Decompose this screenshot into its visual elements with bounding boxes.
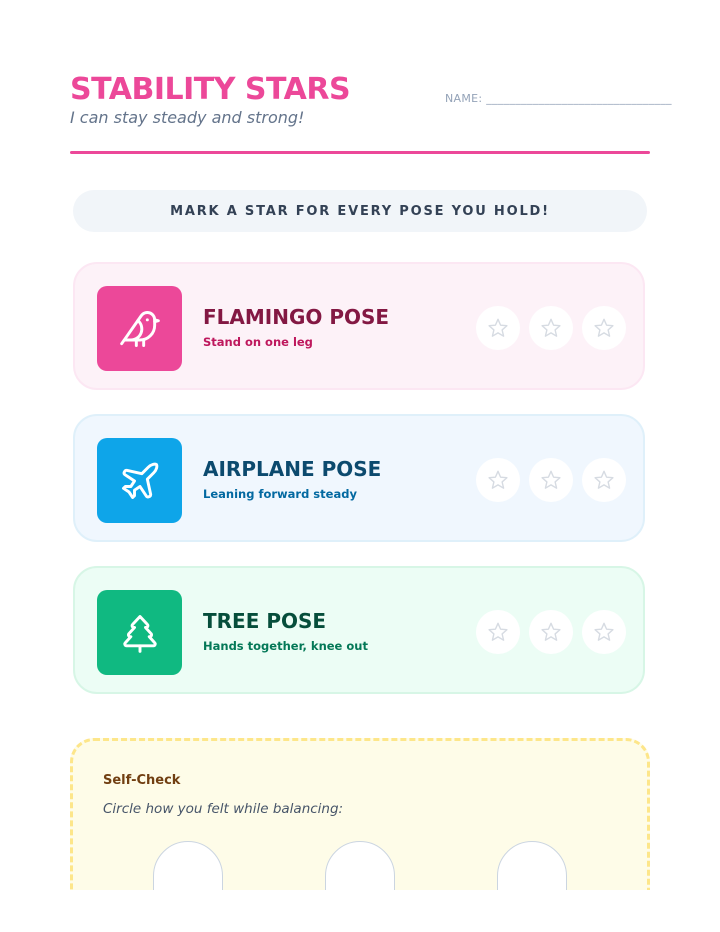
star-icon — [540, 317, 562, 339]
star-checkbox-3[interactable] — [582, 306, 626, 350]
instruction-banner: MARK A STAR FOR EVERY POSE YOU HOLD! — [73, 190, 647, 232]
star-checkbox-2[interactable] — [529, 610, 573, 654]
airplane-icon — [97, 438, 182, 523]
pose-card-flamingo — [73, 262, 645, 390]
star-checkbox-3[interactable] — [582, 458, 626, 502]
bird-icon — [97, 286, 182, 371]
pose-card-airplane — [73, 414, 645, 542]
star-checkbox-1[interactable] — [476, 458, 520, 502]
page-title: STABILITY STARS — [70, 72, 351, 107]
star-checkbox-1[interactable] — [476, 610, 520, 654]
star-icon — [593, 621, 615, 643]
star-icon — [487, 317, 509, 339]
page-subtitle: I can stay steady and strong! — [70, 108, 305, 127]
self-check-prompt: Circle how you felt while balancing: — [103, 801, 344, 817]
star-icon — [593, 317, 615, 339]
star-icon — [540, 469, 562, 491]
page-bottom-cutoff — [0, 890, 720, 932]
name-field[interactable]: NAME: ________________________________ — [445, 92, 672, 105]
pose-name: TREE POSE — [203, 609, 327, 633]
star-checkbox-2[interactable] — [529, 306, 573, 350]
self-check-title: Self-Check — [103, 773, 181, 788]
pose-card-tree — [73, 566, 645, 694]
star-checkbox-1[interactable] — [476, 306, 520, 350]
pose-description: Leaning forward steady — [203, 487, 357, 501]
star-icon — [540, 621, 562, 643]
pose-description: Hands together, knee out — [203, 639, 368, 653]
star-icon — [487, 621, 509, 643]
star-icon — [593, 469, 615, 491]
tree-icon — [97, 590, 182, 675]
pose-description: Stand on one leg — [203, 335, 313, 349]
star-icon — [487, 469, 509, 491]
star-checkbox-2[interactable] — [529, 458, 573, 502]
star-checkbox-3[interactable] — [582, 610, 626, 654]
pose-name: FLAMINGO POSE — [203, 305, 390, 329]
header-divider — [70, 151, 650, 154]
pose-name: AIRPLANE POSE — [203, 457, 382, 481]
